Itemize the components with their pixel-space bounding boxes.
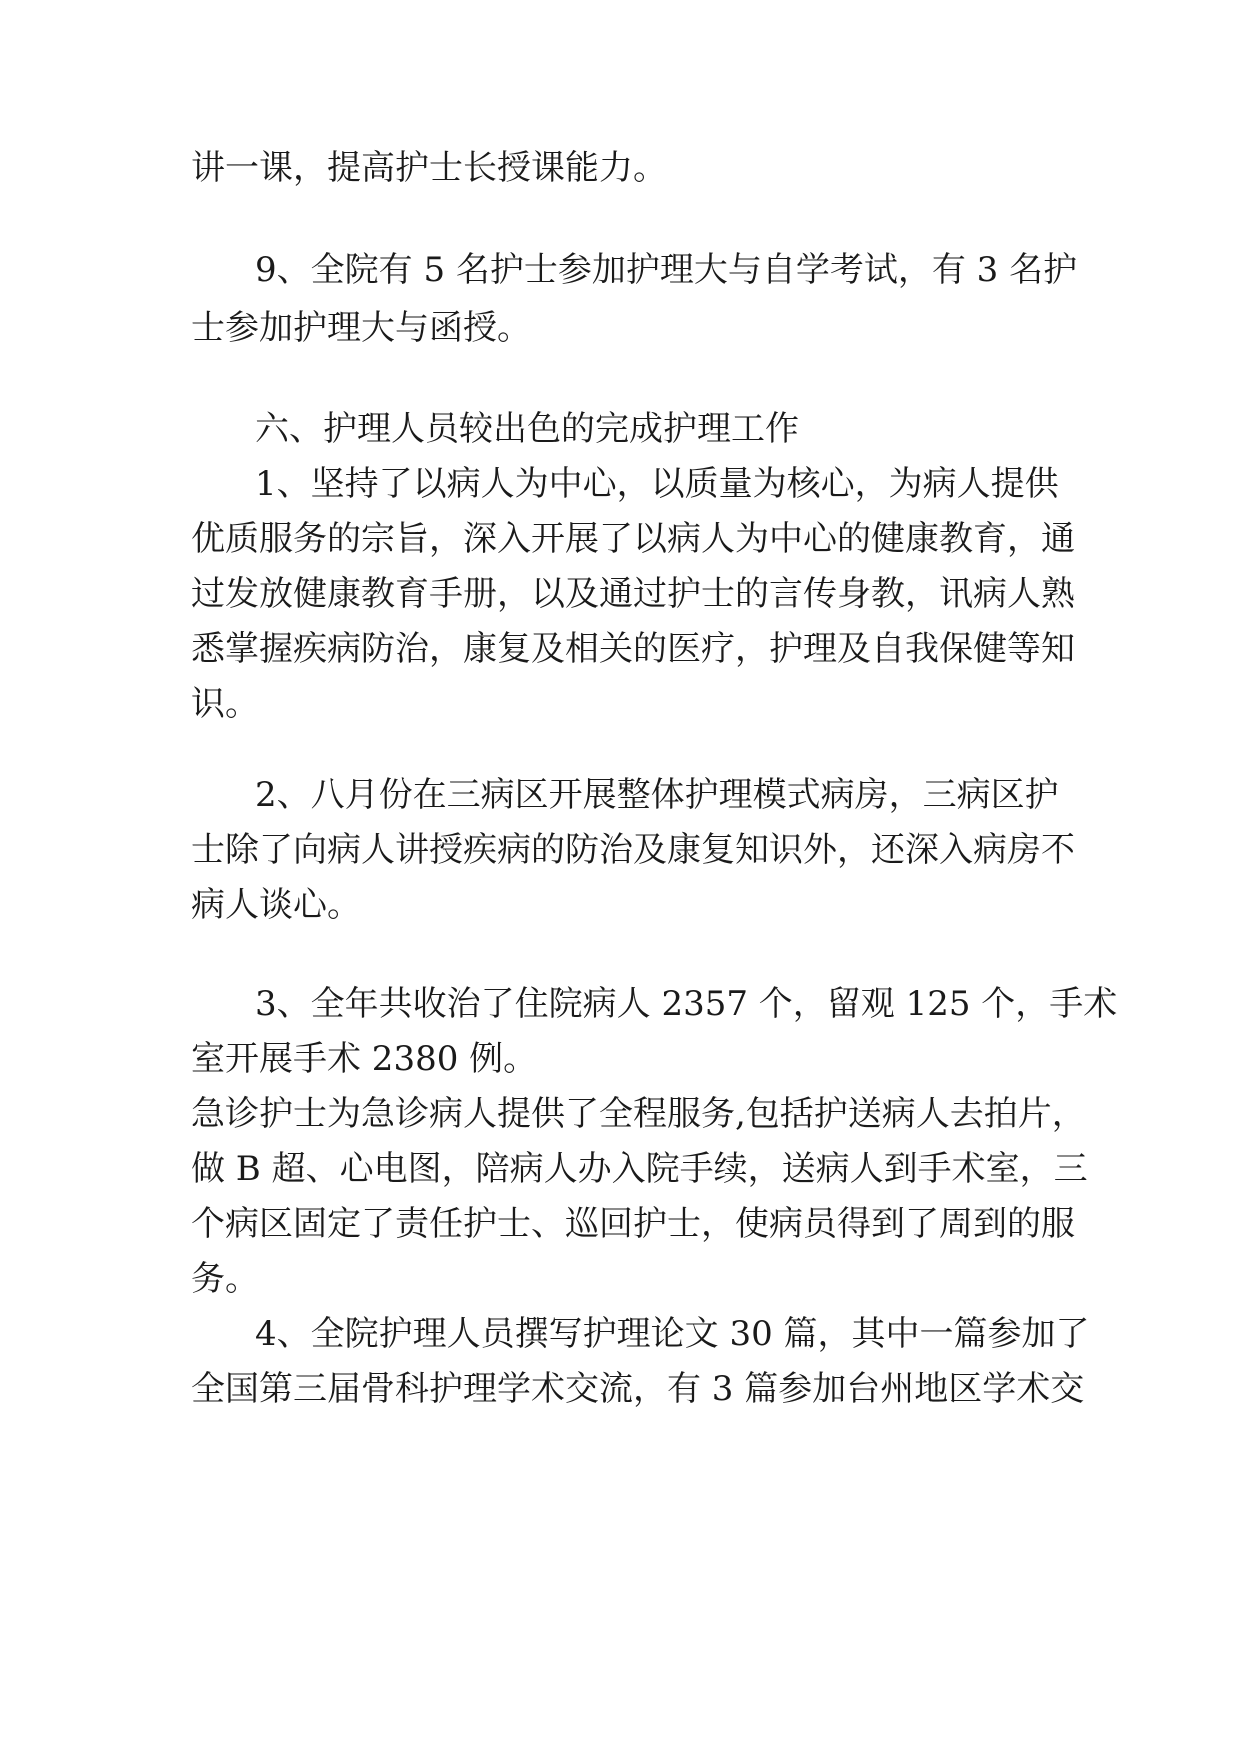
text-line: 4、全院护理人员撰写护理论文 30 篇，其中一篇参加了 <box>255 1314 1090 1354</box>
text-line: 病人谈心。 <box>191 885 361 925</box>
text-line: 个病区固定了责任护士、巡回护士，使病员得到了周到的服 <box>191 1204 1075 1244</box>
text-line: 过发放健康教育手册，以及通过护士的言传身教，讯病人熟 <box>191 574 1075 614</box>
text-line: 急诊护士为急诊病人提供了全程服务,包括护送病人去拍片， <box>191 1094 1086 1134</box>
text-line: 务。 <box>191 1259 259 1299</box>
text-line: 9、全院有 5 名护士参加护理大与自学考试，有 3 名护 <box>255 250 1078 290</box>
text-line: 做 B 超、心电图，陪病人办入院手续，送病人到手术室，三 <box>191 1149 1088 1189</box>
text-line: 优质服务的宗旨，深入开展了以病人为中心的健康教育，通 <box>191 519 1075 559</box>
text-line: 讲一课，提高护士长授课能力。 <box>191 148 667 188</box>
text-line: 室开展手术 2380 例。 <box>191 1039 538 1079</box>
section-heading: 六、护理人员较出色的完成护理工作 <box>255 409 799 449</box>
text-line: 1、坚持了以病人为中心，以质量为核心，为病人提供 <box>255 464 1059 504</box>
text-line: 2、八月份在三病区开展整体护理模式病房，三病区护 <box>255 775 1059 815</box>
text-line: 士除了向病人讲授疾病的防治及康复知识外，还深入病房不 <box>191 830 1075 870</box>
text-line: 3、全年共收治了住院病人 2357 个，留观 125 个，手术 <box>255 984 1118 1024</box>
text-line: 悉掌握疾病防治，康复及相关的医疗，护理及自我保健等知 <box>191 629 1075 669</box>
text-line: 士参加护理大与函授。 <box>191 308 531 348</box>
text-line: 识。 <box>191 684 259 724</box>
text-line: 全国第三届骨科护理学术交流，有 3 篇参加台州地区学术交 <box>191 1369 1085 1409</box>
